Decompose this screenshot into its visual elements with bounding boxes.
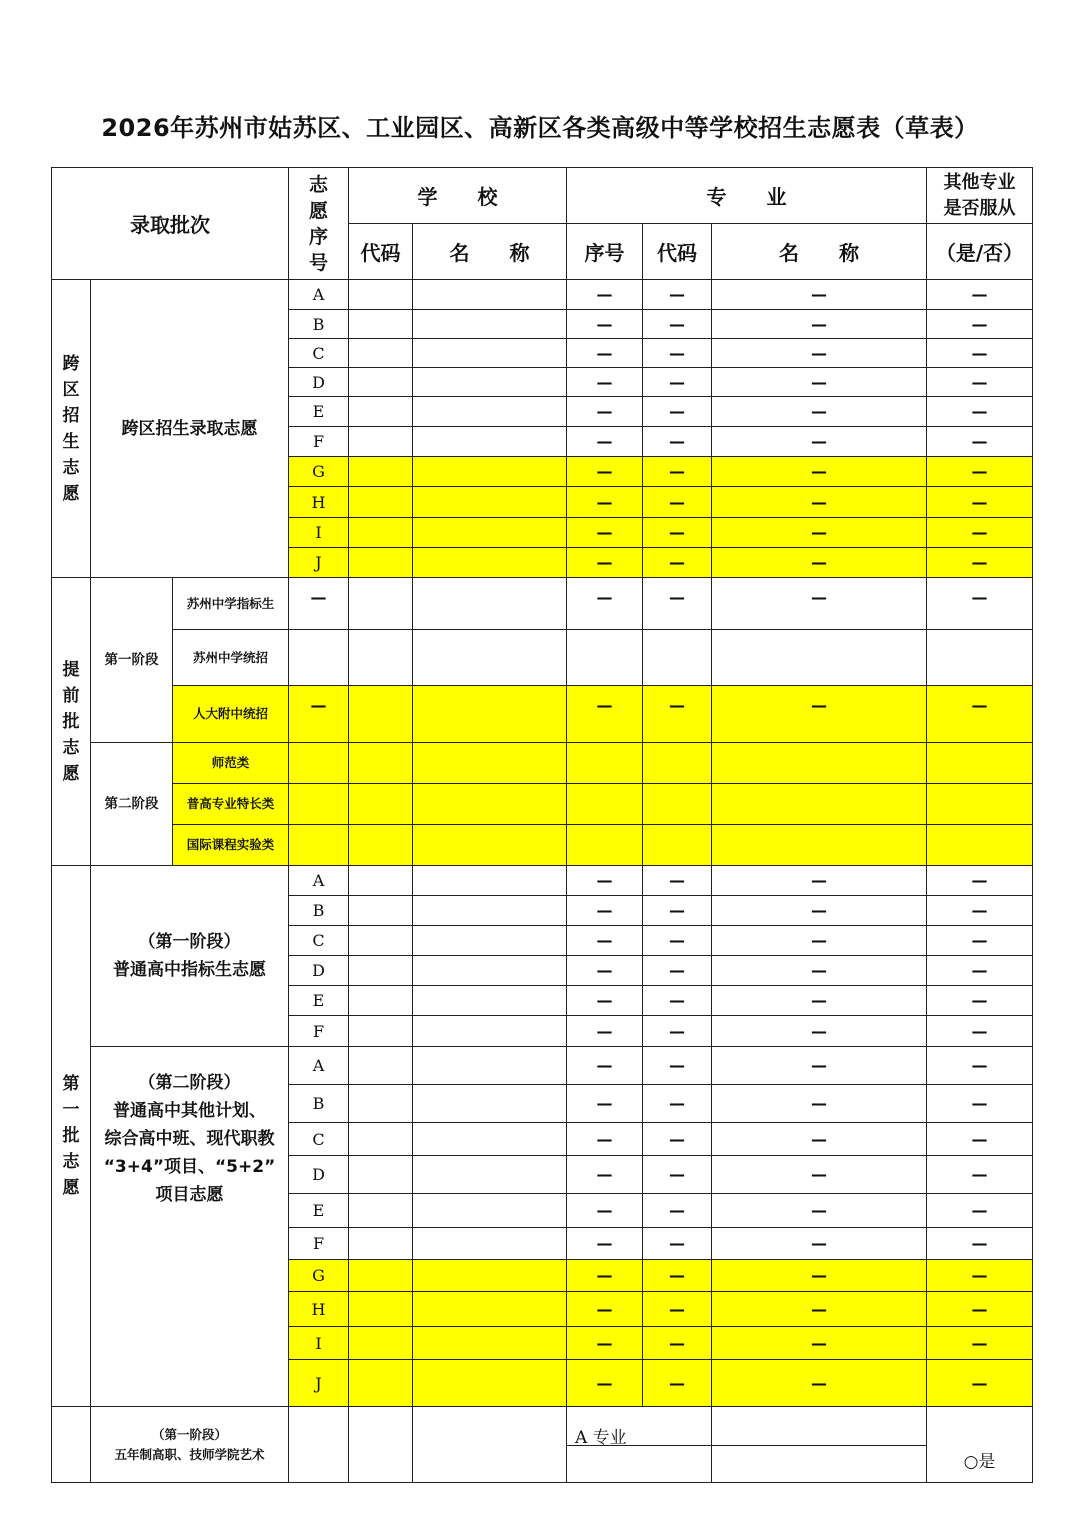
early-item-label: 苏州中学指标生 <box>173 578 289 630</box>
major-code-input[interactable] <box>643 630 712 686</box>
volunteer-form-table <box>51 167 1033 1483</box>
obey-input[interactable] <box>927 630 1033 686</box>
major-code-dash: — <box>643 926 712 956</box>
major-code-dash: — <box>643 956 712 986</box>
table-row <box>52 1407 1033 1483</box>
school-code-input[interactable] <box>349 280 413 310</box>
school-code-input[interactable] <box>349 1156 413 1194</box>
major-code-dash: — <box>643 1292 712 1327</box>
school-name-input[interactable] <box>413 1292 567 1327</box>
school-code-input[interactable] <box>349 686 413 743</box>
table-row <box>52 1047 1033 1085</box>
major-seq-dash: — <box>567 339 643 368</box>
major-name-dash: — <box>712 1123 927 1156</box>
seq-letter: D <box>289 368 349 397</box>
header-major-code: 代码 <box>643 224 712 280</box>
school-code-input[interactable] <box>349 1085 413 1123</box>
school-code-input[interactable] <box>349 926 413 956</box>
school-code-input[interactable] <box>349 548 413 578</box>
seq-input[interactable] <box>289 630 349 686</box>
major-name-input[interactable] <box>712 630 927 686</box>
major-name-input[interactable] <box>712 743 927 784</box>
major-name-dash: — <box>712 896 927 926</box>
major-name-dash: — <box>712 1156 927 1194</box>
school-code-input[interactable] <box>349 427 413 457</box>
stage1-label: 第一阶段 <box>91 578 173 743</box>
major-code-dash: — <box>643 1260 712 1292</box>
header-obey-yn: （是/否） <box>927 224 1033 280</box>
school-name-input[interactable] <box>413 339 567 368</box>
school-code-input[interactable] <box>349 487 413 518</box>
major-seq-dash: — <box>567 368 643 397</box>
early-item-label: 师范类 <box>173 743 289 784</box>
school-code-input[interactable] <box>349 956 413 986</box>
seq-input[interactable] <box>289 1407 349 1483</box>
major-name-dash: — <box>712 1194 927 1228</box>
obey-dash: — <box>927 578 1033 630</box>
major-seq-dash: — <box>567 1327 643 1360</box>
major-name-dash: — <box>712 1016 927 1047</box>
major-seq-dash: — <box>567 1085 643 1123</box>
seq-dash: — <box>289 686 349 743</box>
header-major: 专 业 <box>567 168 927 224</box>
school-code-input[interactable] <box>349 1123 413 1156</box>
major-code-dash: — <box>643 986 712 1016</box>
obey-dash: — <box>927 1228 1033 1260</box>
school-name-input[interactable] <box>413 1085 567 1123</box>
major-code-dash: — <box>643 896 712 926</box>
major-seq-dash: — <box>567 518 643 548</box>
section-early-label: 提 前 批 志 愿 <box>52 578 91 866</box>
school-code-input[interactable] <box>349 743 413 784</box>
obey-input[interactable] <box>927 784 1033 825</box>
major-name-dash: — <box>712 1228 927 1260</box>
major-code-dash: — <box>643 518 712 548</box>
major-code-input[interactable] <box>643 825 712 866</box>
major-code-dash: — <box>643 310 712 339</box>
major-code-dash: — <box>643 686 712 743</box>
major-name-dash: — <box>712 1085 927 1123</box>
school-code-input[interactable] <box>349 1327 413 1360</box>
major-seq-dash: — <box>567 686 643 743</box>
seq-letter: F <box>289 427 349 457</box>
school-name-input[interactable] <box>413 1123 567 1156</box>
obey-dash: — <box>927 896 1033 926</box>
major-name-dash: — <box>712 1327 927 1360</box>
major-seq-dash: — <box>567 986 643 1016</box>
major-seq-dash: — <box>567 1194 643 1228</box>
school-name-input[interactable] <box>413 784 567 825</box>
footer-major-cell <box>567 1407 712 1483</box>
major-seq-dash: — <box>567 956 643 986</box>
obey-dash: — <box>927 1327 1033 1360</box>
obey-dash: — <box>927 1360 1033 1407</box>
major-code-dash: — <box>643 578 712 630</box>
major-name-dash: — <box>712 427 927 457</box>
table-row <box>52 280 1033 310</box>
obey-radio-yes[interactable]: ○是 <box>963 1452 996 1472</box>
seq-letter: E <box>289 986 349 1016</box>
section-first-label: 第 一 批 志 愿 <box>52 866 91 1407</box>
major-code-dash: — <box>643 1016 712 1047</box>
major-code-dash: — <box>643 487 712 518</box>
seq-letter: E <box>289 1194 349 1228</box>
table-row <box>52 743 1033 784</box>
obey-dash: — <box>927 1047 1033 1085</box>
major-code-dash: — <box>643 1156 712 1194</box>
seq-letter: G <box>289 457 349 487</box>
major-name-dash: — <box>712 457 927 487</box>
major-seq-dash: — <box>567 1228 643 1260</box>
section-cross-sublabel: 跨区招生录取志愿 <box>91 280 289 578</box>
major-name-dash: — <box>712 1292 927 1327</box>
header-school: 学 校 <box>349 168 567 224</box>
major-code-dash: — <box>643 1194 712 1228</box>
header-school-code: 代码 <box>349 224 413 280</box>
major-seq-dash: — <box>567 896 643 926</box>
major-seq-dash: — <box>567 1123 643 1156</box>
major-code-dash: — <box>643 339 712 368</box>
footer-blank <box>52 1407 91 1483</box>
major-name-dash: — <box>712 1047 927 1085</box>
obey-dash: — <box>927 427 1033 457</box>
table-row <box>52 630 1033 686</box>
school-code-input[interactable] <box>349 986 413 1016</box>
major-seq-dash: — <box>567 427 643 457</box>
section-cross-label: 跨 区 招 生 志 愿 <box>52 280 91 578</box>
major-code-input[interactable] <box>643 743 712 784</box>
major-seq-dash: — <box>567 310 643 339</box>
major-seq-dash: — <box>567 487 643 518</box>
school-name-input[interactable] <box>413 630 567 686</box>
school-name-input[interactable] <box>413 578 567 630</box>
major-code-dash: — <box>643 1085 712 1123</box>
major-name-dash: — <box>712 518 927 548</box>
school-name-input[interactable] <box>413 866 567 896</box>
obey-dash: — <box>927 1016 1033 1047</box>
major-name-dash: — <box>712 368 927 397</box>
obey-dash: — <box>927 397 1033 427</box>
header-major-seq: 序号 <box>567 224 643 280</box>
footer-stage-label: （第一阶段） 五年制高职、技师学院艺术 <box>91 1407 289 1483</box>
major-seq-dash: — <box>567 457 643 487</box>
major-code-dash: — <box>643 1228 712 1260</box>
seq-letter: F <box>289 1228 349 1260</box>
major-code-dash: — <box>643 280 712 310</box>
school-code-input[interactable] <box>349 866 413 896</box>
early-item-label: 国际课程实验类 <box>173 825 289 866</box>
school-name-input[interactable] <box>413 1228 567 1260</box>
page-title: 2026年苏州市姑苏区、工业园区、高新区各类高级中等学校招生志愿表（草表） <box>101 114 979 142</box>
school-code-input[interactable] <box>349 1360 413 1407</box>
obey-dash: — <box>927 1260 1033 1292</box>
seq-letter: B <box>289 896 349 926</box>
seq-letter: I <box>289 1327 349 1360</box>
major-seq-dash: — <box>567 926 643 956</box>
seq-letter: A <box>289 866 349 896</box>
seq-letter: C <box>289 1123 349 1156</box>
header-obey: 其他专业是否服从 <box>927 168 1033 224</box>
major-seq-dash: — <box>567 1260 643 1292</box>
seq-dash: — <box>289 578 349 630</box>
school-name-input[interactable] <box>413 280 567 310</box>
major-seq-dash: — <box>567 578 643 630</box>
school-code-input[interactable] <box>349 397 413 427</box>
school-name-input[interactable] <box>413 427 567 457</box>
early-item-label: 苏州中学统招 <box>173 630 289 686</box>
header-school-name: 名 称 <box>413 224 567 280</box>
obey-dash: — <box>927 1085 1033 1123</box>
seq-letter: B <box>289 310 349 339</box>
header-batch: 录取批次 <box>52 168 289 280</box>
school-name-input[interactable] <box>413 1327 567 1360</box>
major-seq-input[interactable] <box>567 630 643 686</box>
major-name-dash: — <box>712 686 927 743</box>
major-seq-dash: — <box>567 1156 643 1194</box>
major-name-dash: — <box>712 956 927 986</box>
obey-dash: — <box>927 956 1033 986</box>
major-name-dash: — <box>712 578 927 630</box>
obey-dash: — <box>927 548 1033 578</box>
major-code-dash: — <box>643 397 712 427</box>
school-name-input[interactable] <box>413 1407 567 1483</box>
school-code-input[interactable] <box>349 1194 413 1228</box>
early-item-label: 普高专业特长类 <box>173 784 289 825</box>
seq-letter: J <box>289 1360 349 1407</box>
seq-letter: A <box>289 280 349 310</box>
major-name-dash: — <box>712 310 927 339</box>
school-name-input[interactable] <box>413 1016 567 1047</box>
major-name-dash: — <box>712 280 927 310</box>
school-name-input[interactable] <box>413 1047 567 1085</box>
school-name-input[interactable] <box>413 310 567 339</box>
school-name-input[interactable] <box>413 825 567 866</box>
major-code-dash: — <box>643 866 712 896</box>
major-name-input[interactable] <box>712 784 927 825</box>
obey-dash: — <box>927 986 1033 1016</box>
first-stage1-label: （第一阶段） 普通高中指标生志愿 <box>91 866 289 1047</box>
school-name-input[interactable] <box>413 397 567 427</box>
major-code-dash: — <box>643 1123 712 1156</box>
table-row <box>52 825 1033 866</box>
major-name-dash: — <box>712 986 927 1016</box>
major-name-dash: — <box>712 339 927 368</box>
major-name-dash: — <box>712 397 927 427</box>
major-seq-dash: — <box>567 1292 643 1327</box>
stage2-label: 第二阶段 <box>91 743 173 866</box>
obey-input[interactable] <box>927 743 1033 784</box>
seq-letter: C <box>289 339 349 368</box>
obey-dash: — <box>927 280 1033 310</box>
major-code-dash: — <box>643 1327 712 1360</box>
seq-input[interactable] <box>289 784 349 825</box>
major-code-dash: — <box>643 427 712 457</box>
obey-dash: — <box>927 310 1033 339</box>
school-name-input[interactable] <box>413 896 567 926</box>
major-code-dash: — <box>643 457 712 487</box>
major-seq-dash: — <box>567 1360 643 1407</box>
table-row <box>52 784 1033 825</box>
obey-dash: — <box>927 686 1033 743</box>
school-code-input[interactable] <box>349 825 413 866</box>
major-seq-dash: — <box>567 548 643 578</box>
seq-letter: H <box>289 487 349 518</box>
major-name-dash: — <box>712 1360 927 1407</box>
seq-input[interactable] <box>289 825 349 866</box>
header-major-name: 名 称 <box>712 224 927 280</box>
major-code-dash: — <box>643 368 712 397</box>
major-seq-dash: — <box>567 866 643 896</box>
obey-dash: — <box>927 339 1033 368</box>
seq-letter: B <box>289 1085 349 1123</box>
major-seq-input[interactable] <box>567 743 643 784</box>
table-row <box>52 866 1033 896</box>
major-name-dash: — <box>712 548 927 578</box>
major-name-dash: — <box>712 487 927 518</box>
school-code-input[interactable] <box>349 457 413 487</box>
school-name-input[interactable] <box>413 1260 567 1292</box>
school-name-input[interactable] <box>413 743 567 784</box>
seq-letter: G <box>289 1260 349 1292</box>
first-stage2-label: （第二阶段） 普通高中其他计划、 综合高中班、现代职教 “3+4”项目、“5+2” 项目志愿 <box>91 1047 289 1407</box>
major-code-input[interactable] <box>643 784 712 825</box>
seq-letter: D <box>289 1156 349 1194</box>
seq-letter: H <box>289 1292 349 1327</box>
table-row <box>52 686 1033 743</box>
major-name-input[interactable] <box>712 825 927 866</box>
major-seq-dash: — <box>567 1016 643 1047</box>
school-code-input[interactable] <box>349 784 413 825</box>
obey-dash: — <box>927 1156 1033 1194</box>
obey-dash: — <box>927 487 1033 518</box>
obey-dash: — <box>927 926 1033 956</box>
school-name-input[interactable] <box>413 518 567 548</box>
major-code-dash: — <box>643 1047 712 1085</box>
seq-letter: E <box>289 397 349 427</box>
school-name-input[interactable] <box>413 986 567 1016</box>
school-name-input[interactable] <box>413 926 567 956</box>
seq-input[interactable] <box>289 743 349 784</box>
school-name-input[interactable] <box>413 1360 567 1407</box>
table-row <box>52 578 1033 630</box>
obey-dash: — <box>927 1123 1033 1156</box>
school-name-input[interactable] <box>413 487 567 518</box>
header-seq: 志 愿 序 号 <box>289 168 349 280</box>
major-seq-dash: — <box>567 280 643 310</box>
seq-letter: F <box>289 1016 349 1047</box>
major-name-input[interactable] <box>712 1407 927 1483</box>
seq-letter: A <box>289 1047 349 1085</box>
seq-letter: D <box>289 956 349 986</box>
obey-dash: — <box>927 866 1033 896</box>
school-code-input[interactable] <box>349 1260 413 1292</box>
school-code-input[interactable] <box>349 1016 413 1047</box>
obey-input[interactable] <box>927 825 1033 866</box>
school-name-input[interactable] <box>413 956 567 986</box>
school-code-input[interactable] <box>349 1292 413 1327</box>
school-code-input[interactable] <box>349 1228 413 1260</box>
obey-dash: — <box>927 1292 1033 1327</box>
school-code-input[interactable] <box>349 368 413 397</box>
seq-letter: I <box>289 518 349 548</box>
school-name-input[interactable] <box>413 368 567 397</box>
major-name-dash: — <box>712 866 927 896</box>
obey-dash: — <box>927 457 1033 487</box>
major-seq-input[interactable] <box>567 784 643 825</box>
school-code-input[interactable] <box>349 1047 413 1085</box>
school-name-input[interactable] <box>413 1156 567 1194</box>
school-name-input[interactable] <box>413 686 567 743</box>
major-seq-dash: — <box>567 1047 643 1085</box>
school-code-input[interactable] <box>349 896 413 926</box>
obey-dash: — <box>927 368 1033 397</box>
footer-obey-cell <box>927 1407 1033 1483</box>
seq-letter: C <box>289 926 349 956</box>
obey-dash: — <box>927 518 1033 548</box>
school-name-input[interactable] <box>413 548 567 578</box>
school-code-input[interactable] <box>349 630 413 686</box>
footer-major-label: A 专业 <box>575 1428 627 1448</box>
major-seq-dash: — <box>567 397 643 427</box>
major-seq-input[interactable] <box>567 825 643 866</box>
major-code-dash: — <box>643 1360 712 1407</box>
major-name-dash: — <box>712 1260 927 1292</box>
school-code-input[interactable] <box>349 578 413 630</box>
school-name-input[interactable] <box>413 457 567 487</box>
major-name-dash: — <box>712 926 927 956</box>
obey-dash: — <box>927 1194 1033 1228</box>
school-code-input[interactable] <box>349 1407 413 1483</box>
school-code-input[interactable] <box>349 310 413 339</box>
early-item-label: 人大附中统招 <box>173 686 289 743</box>
school-code-input[interactable] <box>349 518 413 548</box>
school-code-input[interactable] <box>349 339 413 368</box>
school-name-input[interactable] <box>413 1194 567 1228</box>
seq-letter: J <box>289 548 349 578</box>
major-code-dash: — <box>643 548 712 578</box>
